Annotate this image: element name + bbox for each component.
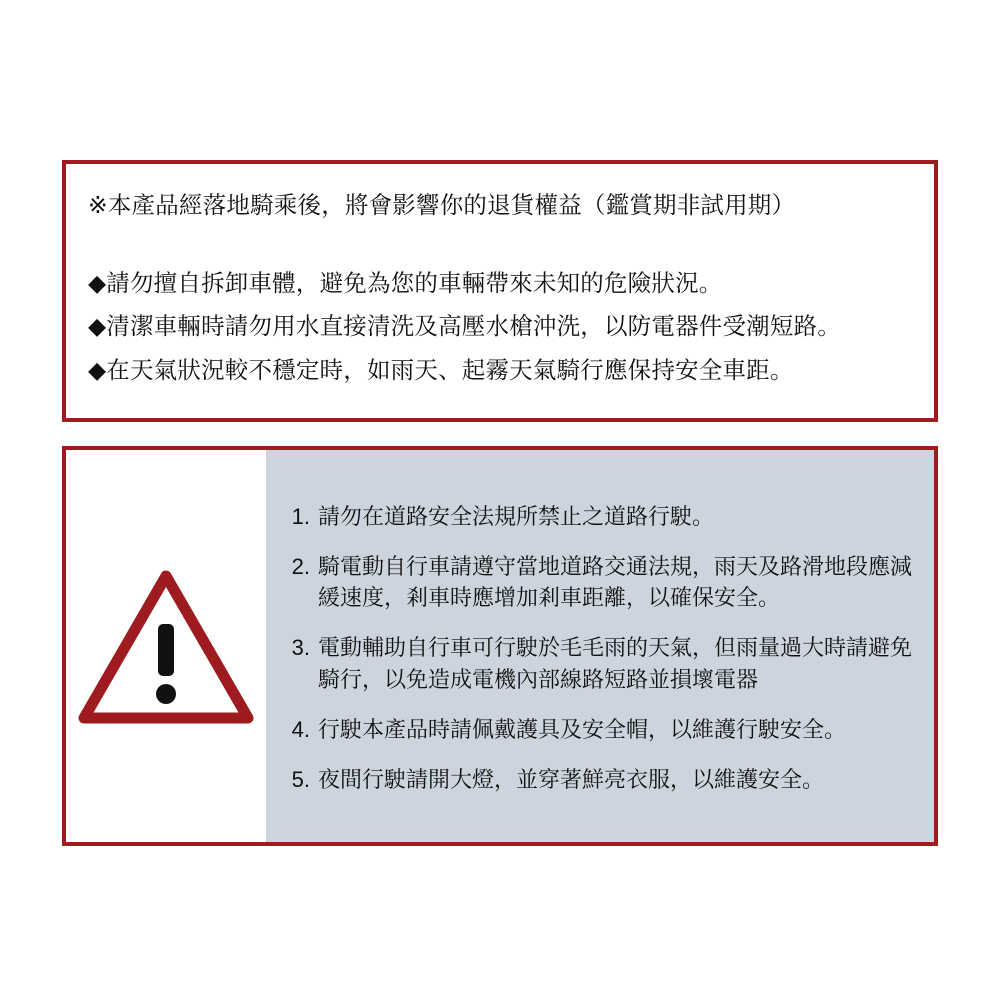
list-item-text: 夜間行駛請開大燈，並穿著鮮亮衣服，以維護安全。 [318,767,825,793]
list-item-text: 請勿在道路安全法規所禁止之道路行駛。 [318,503,715,529]
list-item [280,632,916,694]
notice-box [62,160,938,422]
warning-triangle-icon [78,568,254,724]
list-item-number: 1. [291,503,310,529]
list-item-number: 4. [291,716,310,742]
warning-icon-cell [66,450,266,842]
list-item [280,551,916,613]
list-item-number: 5. [291,767,310,793]
list-item-text: 電動輔助自行車可行駛於毛毛雨的天氣，但雨量過大時請避免騎行，以免造成電機內部線路短路並損壞電器 [318,635,913,692]
list-item [280,764,916,795]
list-item-number: 3. [291,635,310,661]
notice-line-return-policy: ※本產品經落地騎乘後，將會影響你的退貨權益（鑑賞期非試用期） [88,192,796,218]
notice-line-no-water-wash: ◆清潔車輛時請勿用水直接清洗及高壓水槍沖洗，以防電器件受潮短路。 [88,313,841,340]
warning-list [266,450,934,842]
list-item-text: 行駛本產品時請佩戴護具及安全帽，以維護行駛安全。 [318,716,847,742]
list-item [280,501,916,532]
list-item-text: 騎電動自行車請遵守當地道路交通法規，雨天及路滑地段應減緩速度，剎車時應增加剎車距離，以確保安全。 [318,553,913,611]
list-item-number: 2. [291,553,310,579]
list-item [280,714,916,745]
notice-line-no-disassembly: ◆請勿擅自拆卸車體，避免為您的車輛帶來未知的危險狀況。 [88,269,723,296]
notice-line-weather-distance: ◆在天氣狀況較不穩定時，如雨天、起霧天氣騎行應保持安全車距。 [88,357,794,384]
warning-box [62,446,938,846]
